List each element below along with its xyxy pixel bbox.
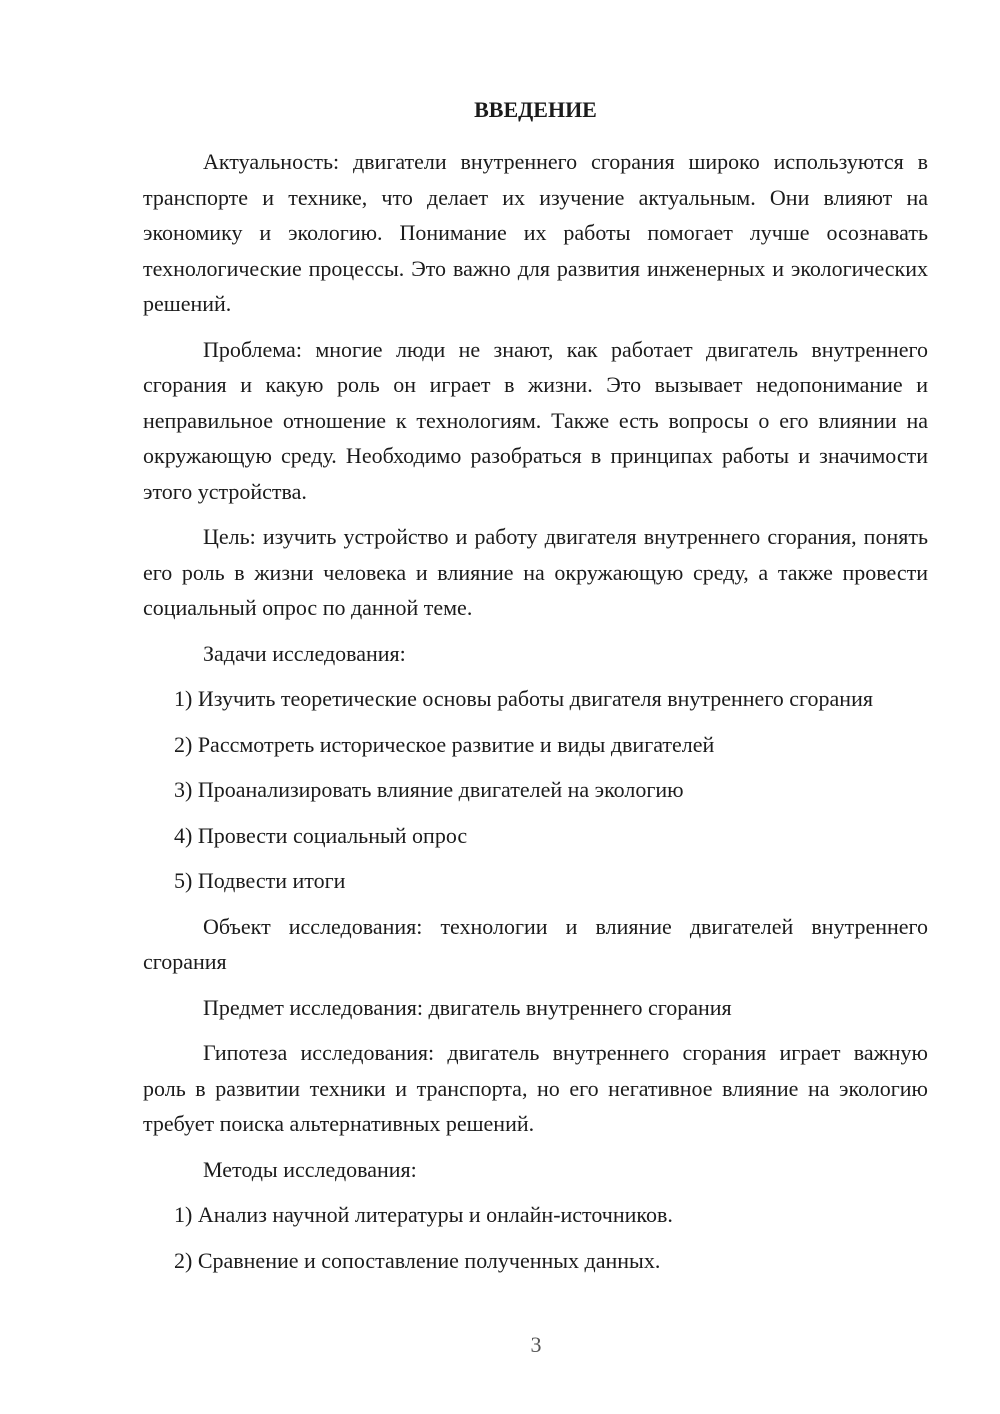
paragraph-goal: Цель: изучить устройство и работу двигателя внутреннего сгорания, понять его роль в жизни человека и влияние на окружающую среду, а также провести социальный опрос по данной теме. [143,524,928,620]
document-page [143,92,928,1288]
task-item-3: 3) Проанализировать влияние двигателей на экологию [174,777,684,802]
tasks-heading: Задачи исследования: [203,640,406,666]
paragraph-problem: Проблема: многие люди не знают, как работает двигатель внутреннего сгорания и какую роль он играет в жизни. Это вызывает недопонимание и неправильное отношение к технологиям. Также есть вопросы о его влиянии на окружающую среду. Необходимо разобраться в принципах работы и значимости этого устройства. [143,336,928,504]
task-item-4: 4) Провести социальный опрос [174,822,468,848]
task-item-1: 1) Изучить теоретические основы работы двигателя внутреннего сгорания [174,686,873,711]
task-item-2: 2) Рассмотреть историческое развитие и виды двигателей [174,731,715,757]
section-title: ВВЕДЕНИЕ [474,97,597,122]
page-number: 3 [530,1332,542,1357]
paragraph-hypothesis: Гипотеза исследования: двигатель внутреннего сгорания играет важную роль в развитии техники и транспорта, но его негативное влияние на экологию требует поиска альтернативных решений. [143,1040,928,1136]
methods-heading: Методы исследования: [203,1156,417,1182]
paragraph-object: Объект исследования: технологии и влияние двигателей внутреннего сгорания [143,913,928,974]
paragraph-relevance: Актуальность: двигатели внутреннего сгорания широко используются в транспорте и технике, что делает их изучение актуальным. Они влияют на экономику и экологию. Понимание их работы помогает лучше осознавать технологические процессы. Это важно для развития инженерных и экологических решений. [143,149,928,316]
method-item-2: 2) Сравнение и сопоставление полученных данных. [174,1247,661,1273]
paragraph-subject: Предмет исследования: двигатель внутреннего сгорания [203,994,732,1020]
task-item-5: 5) Подвести итоги [174,868,346,893]
method-item-1: 1) Анализ научной литературы и онлайн-источников. [174,1202,673,1227]
